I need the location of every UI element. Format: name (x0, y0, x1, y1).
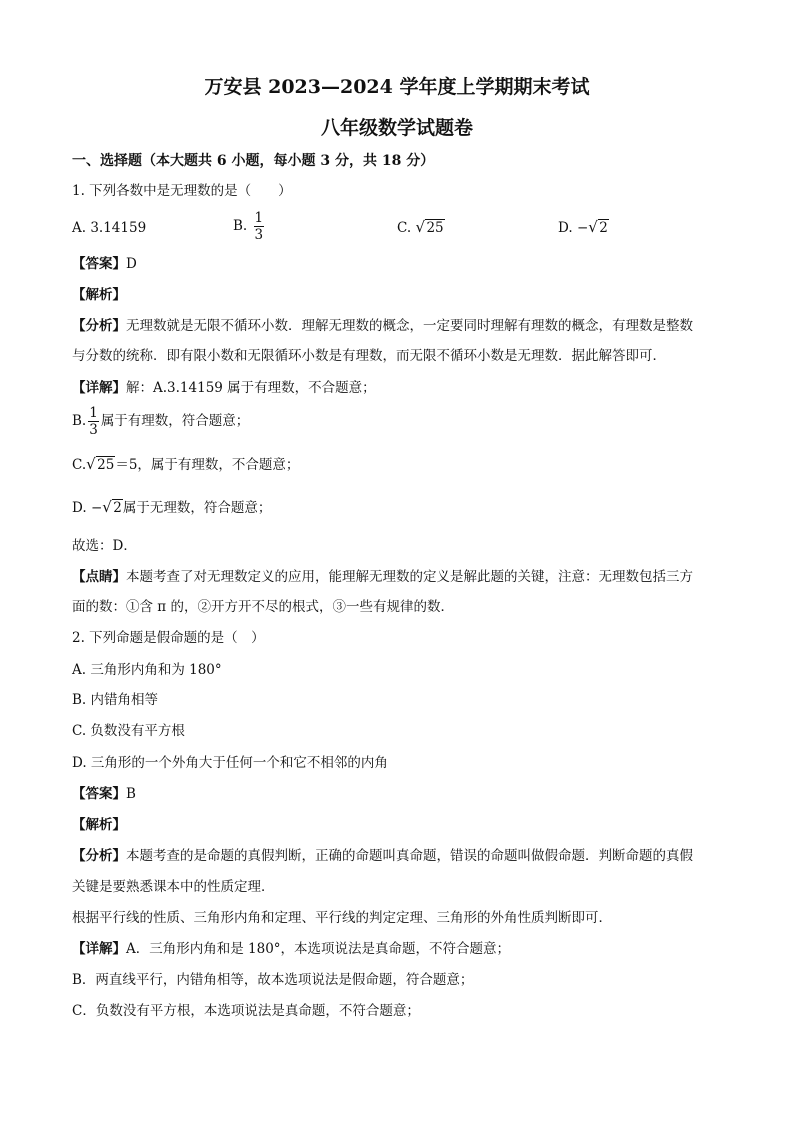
sqrt-expression (86, 455, 115, 475)
q2-fenxi-line3: 根据平行线的性质、三角形内角和定理、平行线的判定定理、三角形的外角性质判断即可． (72, 910, 612, 926)
radicand: 2 (113, 500, 122, 516)
line-b-label: B. (72, 413, 87, 429)
sqrt-expression (102, 498, 123, 518)
answer-tag: 【答案】 (72, 786, 126, 802)
analysis-tag: 【解析】 (72, 287, 126, 303)
q2-xiangjie-c: C．负数没有平方根，本选项说法是真命题，不符合题意； (72, 1003, 420, 1019)
q1-option-b-label: B. (233, 218, 248, 234)
q1-dianjing-line2: 面的数：①含 π 的，②开方开不尽的根式，③一些有规律的数． (72, 599, 454, 615)
q1-option-d-label: D. (558, 220, 573, 236)
section-heading: 一、选择题（本大题共 6 小题，每小题 3 分，共 18 分） (72, 153, 435, 169)
q2-xiangjie-b: B．两直线平行，内错角相等，故本选项说法是假命题，符合题意； (72, 972, 474, 988)
q2-fenxi-line2: 关键是要熟悉课本中的性质定理． (72, 879, 275, 895)
minus-sign: − (576, 220, 589, 236)
q1-option-b (233, 210, 266, 243)
fraction-denominator: 3 (254, 227, 264, 243)
q1-line-d (72, 498, 271, 518)
q2-analysis-tag (72, 815, 126, 835)
q1-option-c-label: C. (397, 220, 412, 236)
line-b-fraction (88, 405, 99, 438)
answer-tag: 【答案】 (72, 256, 126, 272)
analysis-tag: 【解析】 (72, 817, 126, 833)
line-c-label: C. (72, 457, 87, 473)
q1-option-b-fraction (254, 210, 265, 243)
q1-option-c (397, 218, 445, 238)
answer-value: B (126, 786, 136, 802)
line-d-label: D. (72, 500, 87, 516)
fenxi-text: 无理数就是无限不循环小数．理解无理数的概念，一定要同时理解有理数的概念，有理数是整数 (126, 318, 693, 334)
q1-answer (72, 254, 137, 274)
exam-subtitle: 八年级数学试题卷 (320, 117, 473, 139)
q1-dianjing-line1 (72, 567, 693, 587)
xiangjie-tag: 【详解】 (72, 941, 126, 957)
q2-stem: 2. 下列命题是假命题的是（ ） (72, 630, 265, 646)
radicand: 25 (97, 457, 115, 473)
q2-option-c: C. 负数没有平方根 (72, 723, 185, 739)
answer-value: D (126, 256, 137, 272)
q1-xiangjie (72, 378, 376, 398)
q1-option-a: A. 3.14159 (72, 220, 147, 236)
radical-icon: √ (415, 218, 425, 236)
q1-fenxi-line2: 与分数的统称．即有限小数和无限循环小数是有理数，而无限不循环小数是无理数．据此解答即可． (72, 348, 666, 364)
q1-fenxi-line1 (72, 316, 693, 336)
minus-sign: − (90, 500, 103, 516)
q1-line-b (72, 405, 249, 438)
q2-xiangjie-a (72, 939, 510, 959)
line-c-text: ＝5，属于有理数，不合题意； (115, 457, 300, 473)
radical-icon: √ (588, 218, 598, 236)
dianjing-tag: 【点睛】 (72, 569, 126, 585)
xiangjie-text: 解：A.3.14159 属于有理数，不合题意； (126, 380, 376, 396)
q1-analysis-tag (72, 285, 126, 305)
fraction-numerator: 1 (89, 405, 98, 421)
radicand: 2 (599, 220, 608, 236)
radicand: 25 (426, 220, 444, 236)
sqrt-expression (415, 218, 444, 238)
q1-choose: 故选：D． (72, 538, 137, 554)
q2-option-d: D. 三角形的一个外角大于任何一个和它不相邻的内角 (72, 755, 388, 771)
xiangjie-text: A．三角形内角和是 180°，本选项说法是真命题，不符合题意； (126, 941, 511, 957)
q1-line-c (72, 455, 299, 475)
fraction-numerator: 1 (254, 210, 264, 226)
radical-icon: √ (102, 498, 112, 516)
exam-title: 万安县 2023—2024 学年度上学期期末考试 (204, 76, 590, 98)
q2-answer (72, 784, 136, 804)
q2-fenxi-line1 (72, 846, 693, 866)
q1-stem: 1. 下列各数中是无理数的是（ ） (72, 183, 292, 199)
fenxi-tag: 【分析】 (72, 318, 126, 334)
sqrt-expression (588, 218, 609, 238)
dianjing-text: 本题考查了对无理数定义的应用，能理解无理数的定义是解此题的关键，注意：无理数包括三方 (126, 569, 693, 585)
xiangjie-tag: 【详解】 (72, 380, 126, 396)
fenxi-tag: 【分析】 (72, 848, 126, 864)
q1-option-d (558, 218, 609, 238)
q2-option-b: B. 内错角相等 (72, 692, 159, 708)
fraction-denominator: 3 (89, 422, 98, 438)
line-b-text: 属于有理数，符合题意； (100, 413, 250, 429)
q2-option-a: A. 三角形内角和为 180° (72, 662, 222, 678)
fenxi-text: 本题考查的是命题的真假判断，正确的命题叫真命题，错误的命题叫做假命题．判断命题的真假 (126, 848, 693, 864)
radical-icon: √ (86, 455, 96, 473)
line-d-text: 属于无理数，符合题意； (122, 500, 272, 516)
